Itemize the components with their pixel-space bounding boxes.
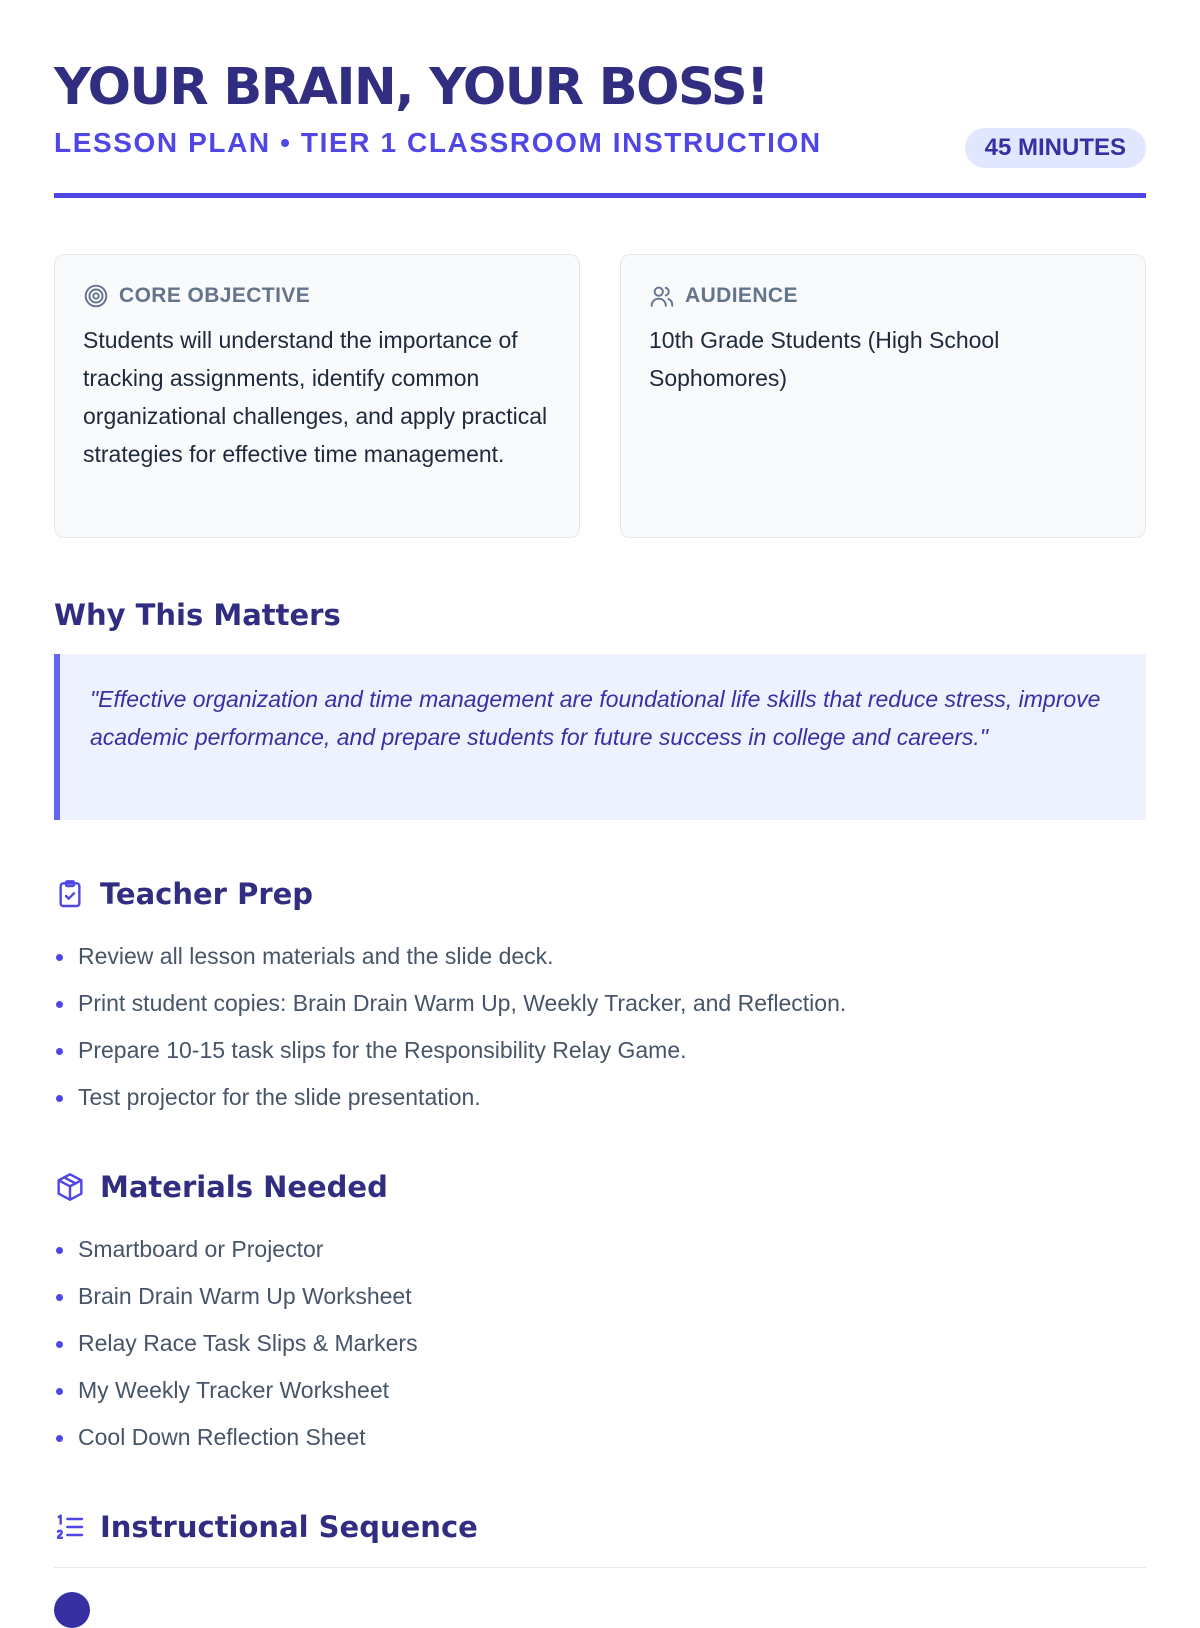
audience-text: 10th Grade Students (High School Sophomores) — [649, 327, 1000, 391]
bullet-dot — [56, 1048, 63, 1055]
page-subtitle: LESSON PLAN • TIER 1 CLASSROOM INSTRUCTION — [54, 127, 822, 158]
list-item — [54, 1027, 846, 1074]
list-item-text: Review all lesson materials and the slide deck. — [78, 943, 554, 969]
bullet-dot — [56, 1294, 63, 1301]
list-item-text: My Weekly Tracker Worksheet — [78, 1377, 390, 1403]
instructional-sequence-heading — [54, 1510, 478, 1544]
why-this-matters-heading — [54, 598, 341, 632]
list-item — [54, 980, 846, 1027]
audience-label — [649, 283, 1117, 309]
clipboard-check-icon — [54, 878, 86, 910]
page-title: YOUR BRAIN, YOUR BOSS! — [54, 58, 768, 117]
list-item — [54, 1367, 418, 1414]
step-number-badge — [54, 1592, 90, 1628]
list-item — [54, 1414, 418, 1461]
list-item-text: Print student copies: Brain Drain Warm Up, Weekly Tracker, and Reflection. — [78, 990, 847, 1016]
target-icon — [83, 283, 109, 309]
bullet-dot — [56, 1095, 63, 1102]
list-item-text: Brain Drain Warm Up Worksheet — [78, 1283, 412, 1309]
users-icon — [649, 283, 675, 309]
list-item — [54, 1320, 418, 1367]
materials-title: Materials Needed — [100, 1170, 388, 1204]
teacher-prep-list — [54, 933, 846, 1121]
list-item — [54, 1226, 418, 1273]
bullet-dot — [56, 954, 63, 961]
box-icon — [54, 1171, 86, 1203]
bullet-dot — [56, 1388, 63, 1395]
materials-list — [54, 1226, 418, 1461]
audience-label-text: AUDIENCE — [685, 284, 798, 307]
list-item — [54, 933, 846, 980]
list-item-text: Prepare 10-15 task slips for the Responsibility Relay Game. — [78, 1037, 687, 1063]
core-objective-label-text: CORE OBJECTIVE — [119, 284, 311, 307]
why-this-matters-quote: "Effective organization and time management are foundational life skills that reduce stress, improve academic performance, and prepare students for future success in college and careers." — [54, 654, 1146, 820]
core-objective-card — [54, 254, 580, 538]
bullet-dot — [56, 1341, 63, 1348]
core-objective-text: Students will understand the importance of tracking assignments, identify common organizational challenges, and apply practical strategies for effective time management. — [83, 327, 548, 467]
duration-badge: 45 MINUTES — [965, 128, 1146, 168]
section-divider — [54, 1567, 1146, 1568]
teacher-prep-heading — [54, 877, 313, 911]
teacher-prep-title: Teacher Prep — [100, 877, 314, 911]
bullet-dot — [56, 1001, 63, 1008]
list-ordered-icon — [54, 1511, 86, 1543]
instructional-sequence-title: Instructional Sequence — [100, 1510, 478, 1544]
list-item-text: Relay Race Task Slips & Markers — [78, 1330, 418, 1356]
audience-card — [620, 254, 1146, 538]
list-item — [54, 1273, 418, 1320]
why-this-matters-title: Why This Matters — [54, 598, 341, 632]
list-item — [54, 1074, 846, 1121]
list-item-text: Test projector for the slide presentation. — [78, 1084, 481, 1110]
bullet-dot — [56, 1435, 63, 1442]
materials-heading — [54, 1170, 388, 1204]
list-item-text: Smartboard or Projector — [78, 1236, 324, 1262]
header-divider — [54, 193, 1146, 198]
core-objective-label — [83, 283, 551, 309]
bullet-dot — [56, 1247, 63, 1254]
list-item-text: Cool Down Reflection Sheet — [78, 1424, 366, 1450]
